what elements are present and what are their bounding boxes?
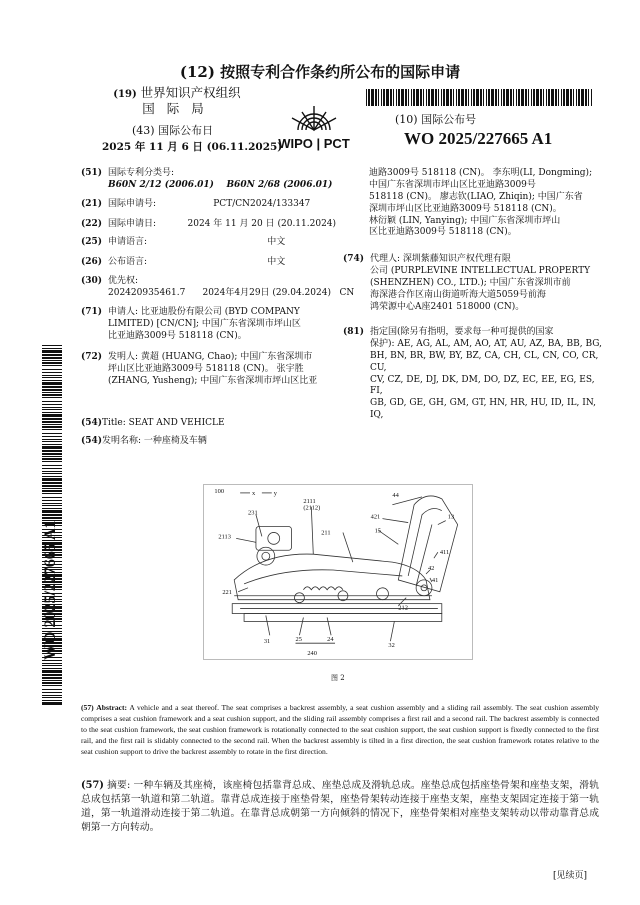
figure-label: 212 xyxy=(398,604,408,612)
field-code: (71) xyxy=(81,307,103,317)
bureau-name: 国 际 局 xyxy=(142,101,208,116)
inventor-line: 518118 (CN)。 廖志钦(LIAO, Zhiqin); 中国广东省 xyxy=(369,191,583,202)
field-code: (22) xyxy=(81,219,103,229)
field-code: (54) xyxy=(81,436,103,446)
figure-caption: 图 2 xyxy=(331,674,345,682)
states-line: BH, BN, BR, BW, BY, BZ, CA, CH, CL, CN, CO, CR, CU, xyxy=(370,350,599,373)
publication-date-label: (43) 国际公布日 xyxy=(132,124,214,137)
logo-text: WIPO | PCT xyxy=(278,136,350,151)
field-line: 发明人: 黄超 (HUANG, Chao); 中国广东省深圳市 xyxy=(108,352,313,362)
organization-name: (19) 世界知识产权组织 xyxy=(113,85,241,100)
figure-label: 2113 xyxy=(218,533,231,541)
field-line: LIMITED) [CN/CN]; 中国广东省深圳市坪山区 xyxy=(108,318,301,329)
figure-label: 421 xyxy=(370,513,381,521)
field-line: 申请语言: 中文 xyxy=(108,237,286,247)
inventors-continued xyxy=(369,168,599,239)
figure-label: (2112) xyxy=(303,504,321,512)
states-line: 指定国(除另有指明，要求每一种可提供的国家 xyxy=(370,327,554,337)
title-en-text: Title: SEAT AND VEHICLE xyxy=(102,418,225,428)
agent-line: 公司 (PURPLEVINE INTELLECTUAL PROPERTY xyxy=(370,265,591,276)
field-code: (81) xyxy=(343,327,365,337)
inventor-line: 中国广东省深圳市坪山区比亚迪路3009号 xyxy=(369,179,536,190)
figure-label: 2111 xyxy=(303,497,316,505)
seat-drawing-figure xyxy=(203,484,473,660)
figure-label: 41 xyxy=(431,576,439,584)
inventor-line: 区比亚迪路3009号 518118 (CN)。 xyxy=(369,227,517,238)
publication-date: 2025 年 11 月 6 日 (06.11.2025) xyxy=(102,141,283,153)
field-code: (30) xyxy=(81,276,103,286)
top-barcode xyxy=(366,89,594,106)
document-title: (12) 按照专利合作条约所公布的国际申请 xyxy=(179,63,461,81)
field-line: 坪山区比亚迪路3009号 518118 (CN)。 张宇胜 xyxy=(108,363,304,374)
agent-line: 海深港合作区南山街道听海大道5059号前海 xyxy=(370,289,546,300)
title-zh-text: 发明名称: 一种座椅及车辆 xyxy=(102,436,207,446)
figure-label: x xyxy=(251,489,256,497)
abstract-en-text: A vehicle and a seat thereof. The seat comprises a backrest assembly, a seat cushion assembly and a sliding rail assembly. The seat cushion assembly comprises a seat cushion framework and a seat cushion support, and the sliding rail assembly comprises a first rail and a second rail. The backrest assembly is connected to the seat cushion framework, the seat cushion framework is rotationally connected to the seat cushion support, the seat cushion support is fixedly connected to the first rail, and the first rail is slidably connected to the second rail. When the backrest assembly is tilted in a first direction, the seat cushion framework rotates relative to the seat cushion support to drive the backrest assembly to rotate in the first direction. xyxy=(81,703,599,756)
field-line: 比亚迪路3009号 518118 (CN)。 xyxy=(108,330,247,341)
continued-note: [见续页] xyxy=(553,871,588,881)
agent-line: (SHENZHEN) CO., LTD.); 中国广东省深圳市前 xyxy=(370,277,571,288)
field-code: (54) xyxy=(81,418,103,428)
field-line: (ZHANG, Yusheng); 中国广东省深圳市坪山区比亚 xyxy=(108,375,318,386)
figure-label: 240 xyxy=(307,650,317,658)
states-line: GB, GD, GE, GH, GM, GT, HN, HR, HU, ID, IL, IN, IQ, xyxy=(370,398,596,421)
field-code: (25) xyxy=(81,237,103,247)
field-line: 优先权: xyxy=(108,276,139,286)
abstract-label: Abstract: xyxy=(96,703,128,712)
figure-label: 25 xyxy=(295,636,302,644)
field-line: 国际申请号: PCT/CN2024/133347 xyxy=(108,199,311,209)
abstract-zh xyxy=(81,779,599,835)
abstract-en xyxy=(81,703,599,758)
states-line: CV, CZ, DE, DJ, DK, DM, DO, DZ, EC, EE, EG, ES, FI, xyxy=(370,374,595,397)
field-code: (72) xyxy=(81,352,103,362)
field-line: 国际申请日: 2024 年 11 月 20 日 (20.11.2024) xyxy=(108,219,337,229)
field-line: 公布语言: 中文 xyxy=(108,257,286,267)
figure-label: 15 xyxy=(374,527,381,535)
field-line: 国际专利分类号: xyxy=(108,168,175,178)
abstract-zh-text: 摘要: 一种车辆及其座椅，该座椅包括靠背总成、座垫总成及滑轨总成。座垫总成包括座垫骨架和座垫支架，滑轨总成包括第一轨道和第二轨道。靠背总成连接于座垫骨架，座垫骨架转动连接于座垫支架，座垫支架固定连接于第一轨道，第一轨道滑动连接于第二轨道。在靠背总成朝第一方向倾斜的情况下，座垫骨架相对座垫支架转动以带动靠背总成朝第一方向转动。 xyxy=(81,780,599,833)
inventor-line: 深圳市坪山区比亚迪路3009号 518118 (CN)。 xyxy=(369,203,562,214)
figure-label: 100 xyxy=(214,487,225,495)
figure-label: 42 xyxy=(427,565,435,573)
side-publication-number: WO 2025/227665 A1 xyxy=(42,520,59,660)
figure-label: 411 xyxy=(439,549,450,557)
abstract-code: (57) xyxy=(81,780,104,791)
wipo-pct-logo xyxy=(262,96,366,154)
abstract-code: (57) xyxy=(81,703,94,712)
figure-label: y xyxy=(273,489,277,497)
field-code: (74) xyxy=(343,254,365,264)
field-line: 申请人: 比亚迪股份有限公司 (BYD COMPANY xyxy=(108,307,300,317)
figure-label: 221 xyxy=(222,588,232,596)
field-code: (51) xyxy=(81,168,103,178)
figure-label: 44 xyxy=(392,491,399,499)
figure-label: 13 xyxy=(447,513,455,521)
field-line: 202420935461.7 2024年4月29日 (29.04.2024) CN xyxy=(108,287,355,298)
states-line: 保护): AE, AG, AL, AM, AO, AT, AU, AZ, BA, BB, BG, xyxy=(370,338,602,349)
figure-label: 32 xyxy=(388,642,395,650)
field-code: (26) xyxy=(81,257,103,267)
figure-label: 211 xyxy=(321,529,331,537)
field-code: (21) xyxy=(81,199,103,209)
field-line: B60N 2/12 (2006.01) B60N 2/68 (2006.01) xyxy=(108,179,333,190)
figure-label: 231 xyxy=(248,509,258,517)
agent-line: 代理人: 深圳紫藤知识产权代理有限 xyxy=(370,254,511,264)
figure-label: 31 xyxy=(263,638,271,646)
publication-number-label: (10) 国际公布号 xyxy=(395,113,477,126)
inventor-line: 林衍颖 (LIN, Yanying); 中国广东省深圳市坪山 xyxy=(369,215,561,226)
publication-number: WO 2025/227665 A1 xyxy=(404,129,553,148)
agent-line: 鸿荣源中心A座2401 518000 (CN)。 xyxy=(370,301,525,312)
figure-label: 24 xyxy=(327,636,334,644)
inventor-line: 迪路3009号 518118 (CN)。 李东明(LI, Dongming); xyxy=(369,168,593,178)
